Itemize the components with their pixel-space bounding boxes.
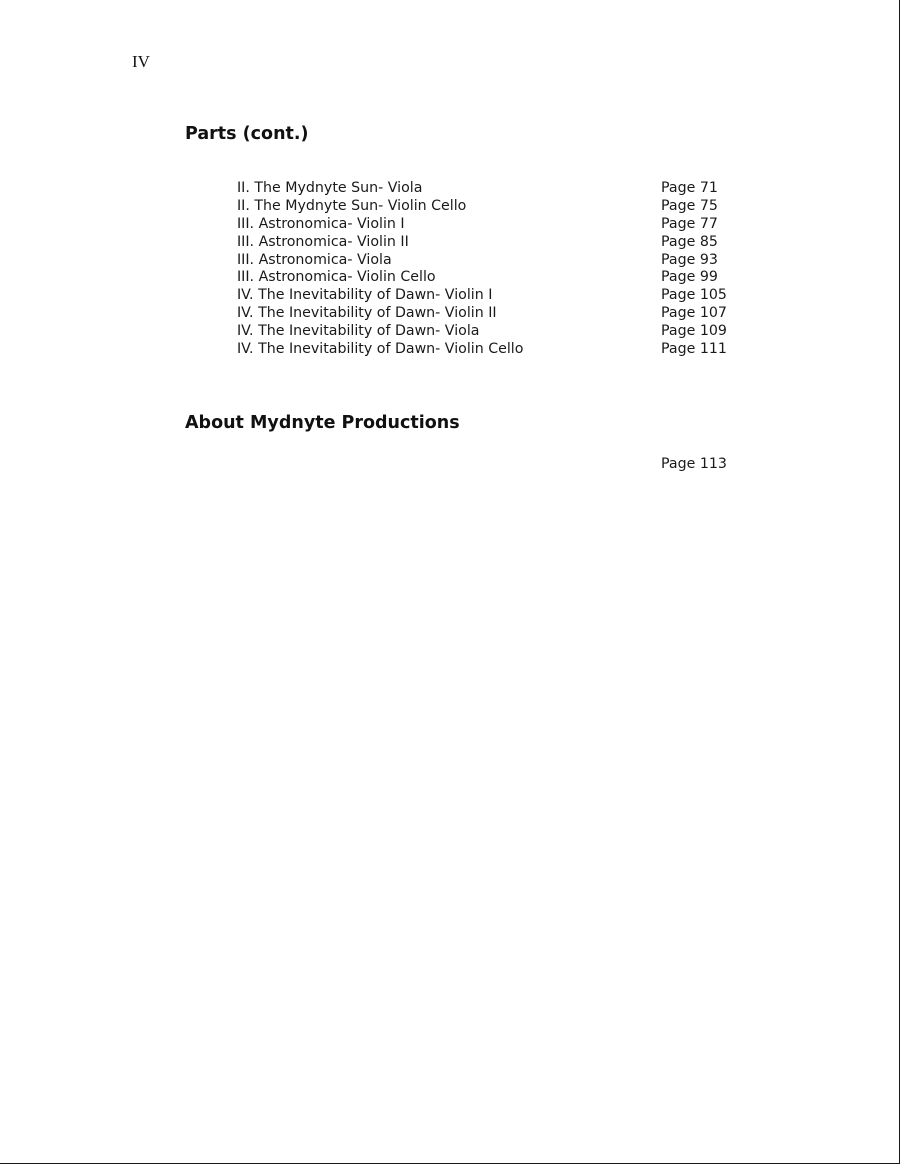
toc-entry-page: Page 93	[661, 251, 718, 268]
toc-entry-page: Page 109	[661, 323, 727, 340]
toc-entry[interactable]	[237, 198, 757, 216]
toc-entry-title: III. Astronomica- Violin II	[237, 233, 409, 250]
toc-entry[interactable]	[237, 216, 757, 234]
toc-entry-page: Page 75	[661, 197, 718, 214]
about-page-ref[interactable]: Page 113	[661, 456, 727, 472]
toc-entry-title: IV. The Inevitability of Dawn- Violin I	[237, 287, 493, 304]
toc-entry[interactable]	[237, 305, 757, 323]
toc-entry-title: IV. The Inevitability of Dawn- Viola	[237, 323, 480, 340]
about-heading: About Mydnyte Productions	[185, 413, 460, 433]
toc-entry-page: Page 85	[661, 233, 718, 250]
toc-entry-page: Page 77	[661, 215, 718, 232]
toc-entry-title: II. The Mydnyte Sun- Viola	[237, 180, 423, 196]
toc-entry-title: II. The Mydnyte Sun- Violin Cello	[237, 197, 467, 214]
toc-entry[interactable]	[237, 323, 757, 341]
toc-entry-page: Page 105	[661, 287, 727, 304]
parts-toc-list	[237, 180, 757, 359]
toc-entry-page: Page 111	[661, 341, 727, 358]
toc-entry-page: Page 107	[661, 305, 727, 322]
toc-entry-title: IV. The Inevitability of Dawn- Violin Cello	[237, 341, 524, 358]
toc-entry[interactable]	[237, 252, 757, 270]
toc-entry-title: III. Astronomica- Viola	[237, 251, 392, 268]
toc-entry-page: Page 99	[661, 269, 718, 286]
parts-heading: Parts (cont.)	[185, 124, 309, 144]
toc-entry[interactable]	[237, 341, 757, 359]
toc-entry-title: III. Astronomica- Violin I	[237, 215, 405, 232]
toc-entry[interactable]	[237, 287, 757, 305]
toc-entry-page: Page 71	[661, 180, 718, 196]
toc-entry-title: III. Astronomica- Violin Cello	[237, 269, 436, 286]
page-number: IV	[132, 52, 150, 71]
toc-entry[interactable]	[237, 180, 757, 198]
toc-entry[interactable]	[237, 269, 757, 287]
toc-entry-title: IV. The Inevitability of Dawn- Violin II	[237, 305, 497, 322]
toc-entry[interactable]	[237, 234, 757, 252]
